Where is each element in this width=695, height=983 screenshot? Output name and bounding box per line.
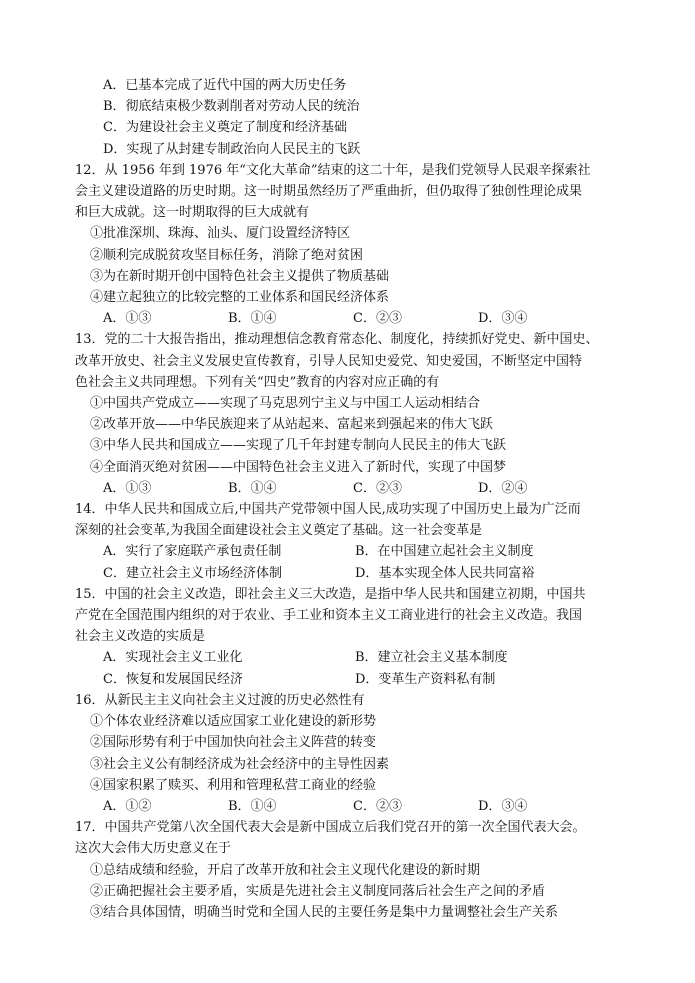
q11-option-d[interactable]: D．实现了从封建专制政治向人民民主的飞跃	[103, 141, 361, 157]
q13-choice-d[interactable]: D．②④	[478, 480, 528, 496]
q17-stem-line: 17．中国共产党第八次全国代表大会是新中国成立后我们党召开的第一次全国代表大会。	[75, 820, 586, 836]
q17-stem-line: 这次大会伟大历史意义在于	[75, 841, 232, 857]
q14-choice-a[interactable]: A．实行了家庭联产承包责任制	[103, 544, 282, 560]
q14-choices-row-1	[75, 541, 615, 562]
q15-stem-line: 社会主义改造的实质是	[75, 629, 206, 645]
q16-choice-c[interactable]: C．②③	[353, 798, 402, 814]
q16-choices	[75, 796, 615, 817]
q14-choice-d[interactable]: D．基本实现全体人民共同富裕	[355, 565, 535, 581]
q16-choice-a[interactable]: A．①②	[103, 798, 152, 814]
q12-statement-2: ②顺利完成脱贫攻坚目标任务，消除了绝对贫困	[90, 247, 364, 263]
q15-choices-row-1	[75, 647, 615, 668]
q12-statement-1: ①批准深圳、珠海、汕头、厦门设置经济特区	[90, 226, 351, 242]
q15-choices-row-2	[75, 669, 615, 690]
q12-stem-line: 会主义建设道路的历史时期。这一时期虽然经历了严重曲折，但仍取得了独创性理论成果	[75, 184, 583, 200]
q12-choice-d[interactable]: D．③④	[478, 311, 528, 327]
q15-choice-d[interactable]: D．变革生产资料私有制	[355, 671, 496, 687]
q12-choice-a[interactable]: A．①③	[103, 311, 152, 327]
q12-choices	[75, 308, 615, 329]
q14-choice-c[interactable]: C．建立社会主义市场经济体制	[103, 565, 282, 581]
question-12	[75, 160, 615, 330]
q15-choice-c[interactable]: C．恢复和发展国民经济	[103, 671, 243, 687]
q13-stem-line: 13．党的二十大报告指出，推动理想信念教育常态化、制度化，持续抓好党史、新中国史、	[75, 332, 599, 348]
q16-choice-d[interactable]: D．③④	[478, 798, 528, 814]
q16-statement-3: ③社会主义公有制经济成为社会经济中的主导性因素	[90, 756, 390, 772]
q15-choice-a[interactable]: A．实现社会主义工业化	[103, 650, 243, 666]
q13-choice-c[interactable]: C．②③	[353, 480, 402, 496]
q12-statement-4: ④建立起独立的比较完整的工业体系和国民经济体系	[90, 290, 390, 306]
question-17	[75, 817, 615, 923]
q15-stem-line: 产党在全国范围内组织的对于农业、手工业和资本主义工商业进行的社会主义改造。我国	[75, 608, 583, 624]
q14-choices-row-2	[75, 563, 615, 584]
question-16	[75, 690, 615, 817]
q16-statement-1: ①个体农业经济难以适应国家工业化建设的新形势	[90, 714, 377, 730]
q15-choice-b[interactable]: B．建立社会主义基本制度	[355, 650, 508, 666]
q12-statement-3: ③为在新时期开创中国特色社会主义提供了物质基础	[90, 268, 390, 284]
q14-choice-b[interactable]: B．在中国建立起社会主义制度	[355, 544, 534, 560]
q16-choice-b[interactable]: B．①④	[228, 798, 277, 814]
q16-statement-4: ④国家积累了赎买、利用和管理私营工商业的经验	[90, 777, 377, 793]
q11-option-a[interactable]: A．已基本完成了近代中国的两大历史任务	[103, 78, 347, 93]
q15-stem-line: 15．中国的社会主义改造，即社会主义三大改造，是指中华人民共和国建立初期，中国共	[75, 586, 586, 602]
q17-statement-2: ②正确把握社会主要矛盾，实质是先进社会主义制度同落后社会生产之间的矛盾	[90, 883, 546, 899]
q13-statement-1: ①中国共产党成立——实现了马克思列宁主义与中国工人运动相结合	[90, 396, 481, 412]
question-11	[75, 75, 615, 160]
q14-stem-line: 14．中华人民共和国成立后,中国共产党带领中国人民,成功实现了中国历史上最为广泛而	[75, 502, 581, 518]
q12-choice-b[interactable]: B．①④	[228, 311, 277, 327]
q14-stem-line: 深刻的社会变革,为我国全面建设社会主义奠定了基础。这一社会变革是	[75, 523, 483, 539]
question-13	[75, 329, 615, 499]
q11-option-b[interactable]: B．彻底结束极少数剥削者对劳动人民的统治	[103, 99, 360, 115]
q16-stem-line: 16．从新民主主义向社会主义过渡的历史必然性有	[75, 692, 365, 708]
q12-choice-c[interactable]: C．②③	[353, 311, 402, 327]
q12-stem-line: 和巨大成就。这一时期取得的巨大成就有	[75, 205, 310, 221]
q13-statement-2: ②改革开放——中华民族迎来了从站起来、富起来到强起来的伟大飞跃	[90, 417, 494, 433]
question-14	[75, 499, 615, 584]
q13-choices	[75, 478, 615, 499]
q13-choice-b[interactable]: B．①④	[228, 480, 277, 496]
q13-stem-line: 改革开放史、社会主义发展史宣传教育，引导人民知史爱党、知史爱国，不断坚定中国特	[75, 353, 583, 369]
q13-statement-3: ③中华人民共和国成立——实现了几千年封建专制向人民民主的伟大飞跃	[90, 438, 507, 454]
q17-statement-3: ③结合具体国情，明确当时党和全国人民的主要任务是集中力量调整社会生产关系	[90, 904, 559, 920]
q16-statement-2: ②国际形势有利于中国加快向社会主义阵营的转变	[90, 735, 377, 751]
q13-stem-line: 色社会主义共同理想。下列有关“四史”教育的内容对应正确的有	[75, 374, 440, 390]
question-15	[75, 584, 615, 690]
q11-option-c[interactable]: C．为建设社会主义奠定了制度和经济基础	[103, 120, 347, 136]
q12-stem-line: 12．从 1956 年到 1976 年“文化大革命”结束的这二十年，是我们党领导人民艰辛探索社	[75, 162, 591, 178]
q13-statement-4: ④全面消灭绝对贫困——中国特色社会主义进入了新时代，实现了中国梦	[90, 459, 507, 475]
q13-choice-a[interactable]: A．①③	[103, 480, 152, 496]
q17-statement-1: ①总结成绩和经验，开启了改革开放和社会主义现代化建设的新时期	[90, 862, 481, 878]
